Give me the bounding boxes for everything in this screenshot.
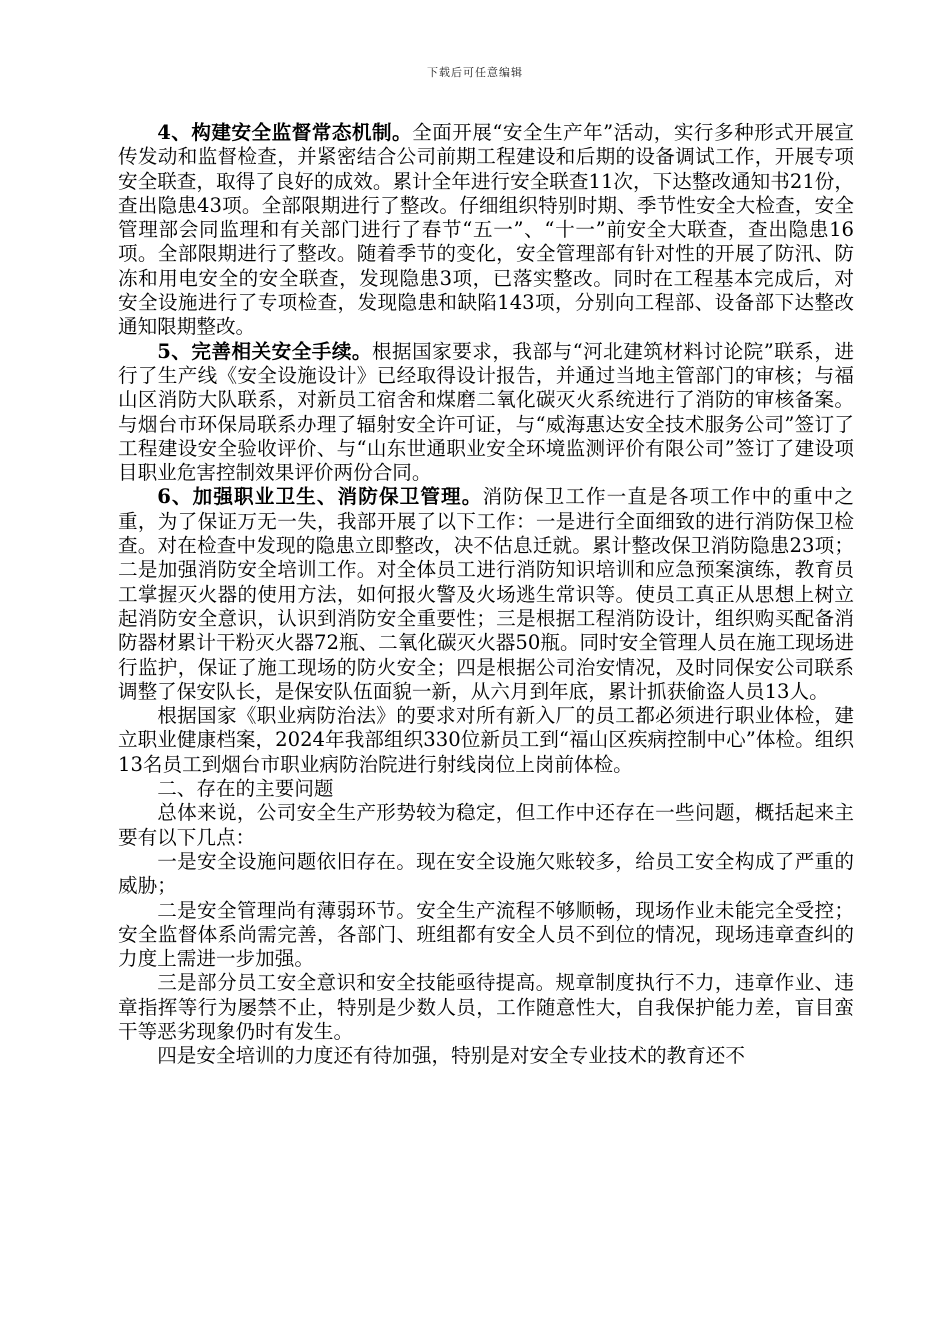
- paragraph-problem-two: [118, 899, 854, 972]
- section-heading-main-problems: [118, 777, 854, 801]
- paragraph-heading: 6、加强职业卫生、消防保卫管理。: [157, 485, 483, 509]
- paragraph-fire-security: [118, 485, 854, 704]
- paragraph-text: 三是部分员工安全意识和安全技能亟待提高。规章制度执行不力，违章作业、违章指挥等行为屡禁不止，特别是少数人员，工作随意性大，自我保护能力差，盲目蛮干等恶劣现象仍时有发生。: [118, 971, 854, 1043]
- paragraph-problem-three: [118, 971, 854, 1044]
- document-body: [118, 121, 854, 1069]
- paragraph-text: 根据国家《职业病防治法》的要求对所有新入厂的员工都必须进行职业体检，建立职业健康档案，2024年我部组织330位新员工到“福山区疾病控制中心”体检。组织13名员工到烟台市职业病防治院进行射线岗位上岗前体检。: [118, 704, 854, 776]
- paragraph-heading: 4、构建安全监督常态机制。: [157, 121, 413, 144]
- paragraph-text: 根据国家要求，我部与“河北建筑材料讨论院”联系，进行了生产线《安全设施设计》已经取得设计报告，并通过当地主管部门的审核；与福山区消防大队联系，对新员工宿舍和煤磨二氧化碳灭火系统进行了消防的审核备案。 与烟台市环保局联系办理了辐射安全许可证，与“威海惠达安全技术服务公司”签订了工程建设安全验收评价、与“山东世通职业安全环境监测评价有限公司”签订了建设项目职业危害控制效果评价两份合同。: [118, 339, 854, 485]
- paragraph-occupational-health: [118, 704, 854, 777]
- paragraph-safety-supervision: [118, 121, 854, 340]
- paragraph-text: 四是安全培训的力度还有待加强，特别是对安全专业技术的教育还不: [157, 1044, 745, 1068]
- paragraph-safety-procedures: [118, 340, 854, 486]
- paragraph-text: 总体来说，公司安全生产形势较为稳定，但工作中还存在一些问题，概括起来主要有以下几点：: [118, 801, 854, 849]
- page-header: 下载后可任意编辑: [427, 66, 523, 79]
- paragraph-problem-four: [118, 1044, 854, 1068]
- paragraph-text: 消防保卫工作一直是各项工作中的重中之重，为了保证万无一失，我部开展了以下工作：一是进行全面细致的进行消防保卫检查。对在检查中发现的隐患立即整改，决不估息迁就。累计整改保卫消防隐患23项；二是加强消防安全培训工作。对全体员工进行消防知识培训和应急预案演练，教育员工掌握灭火器的使用方法，如何报火警及火场逃生常识等。使员工真正从思想上树立起消防安全意识，认识到消防安全重要性；三是根据工程消防设计，组织购买配备消防器材累计干粉灭火器72瓶、二氧化碳灭火器50瓶。同时安全管理人员在施工现场进行监护，保证了施工现场的防火安全；四是根据公司治安情况，及时同保安公司联系调整了保安队长，是保安队伍面貌一新，从六月到年底，累计抓获偷盗人员13人。: [118, 485, 854, 703]
- paragraph-text: 一是安全设施问题依旧存在。现在安全设施欠账较多，给员工安全构成了严重的威胁；: [118, 849, 854, 898]
- paragraph-overview: [118, 801, 854, 850]
- paragraph-heading: 5、完善相关安全手续。: [157, 339, 372, 363]
- paragraph-text: 全面开展“安全生产年”活动，实行多种形式开展宣传发动和监督检查，并紧密结合公司前期工程建设和后期的设备调试工作，开展专项安全联查，取得了良好的成效。累计全年进行安全联查11次，下达整改通知书21份，查出隐患43项。全部限期进行了整改。仔细组织特别时期、季节性安全大检查，安全管理部会同监理和有关部门进行了春节“五一”、“十一”前安全大联查，查出隐患16项。全部限期进行了整改。随着季节的变化，安全管理部有针对性的开展了防汛、防冻和用电安全的安全联查，发现隐患3项，已落实整改。同时在工程基本完成后，对安全设施进行了专项检查，发现隐患和缺陷143项，分别向工程部、设备部下达整改通知限期整改。: [118, 121, 854, 339]
- paragraph-text: 二、存在的主要问题: [157, 777, 334, 801]
- paragraph-text: 二是安全管理尚有薄弱环节。安全生产流程不够顺畅，现场作业未能完全受控；安全监督体系尚需完善，各部门、班组都有安全人员不到位的情况，现场违章查纠的力度上需进一步加强。: [118, 898, 854, 971]
- paragraph-problem-one: [118, 850, 854, 899]
